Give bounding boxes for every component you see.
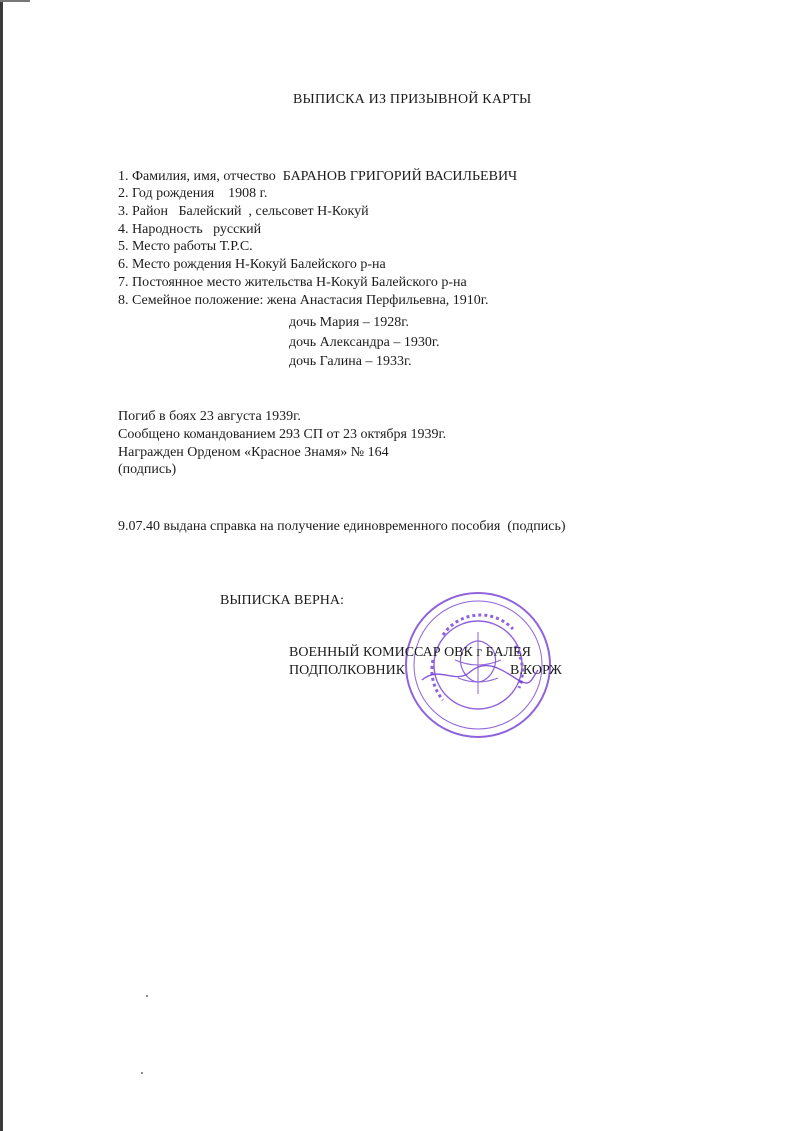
- benefit-note: 9.07.40 выдана справка на получение единовременного пособия (подпись): [118, 519, 566, 534]
- field-full-name: 1. Фамилия, имя, отчество БАРАНОВ ГРИГОРИЙ ВАСИЛЬЕВИЧ: [118, 169, 518, 184]
- scan-edge-top: [0, 0, 30, 2]
- field-residence: 7. Постоянное место жительства Н-Кокуй Балейского р-на: [118, 275, 467, 290]
- certification-label: ВЫПИСКА ВЕРНА:: [220, 593, 344, 608]
- family-member: дочь Галина – 1933г.: [289, 354, 412, 369]
- field-nationality: 4. Народность русский: [118, 222, 262, 237]
- family-member: дочь Александра – 1930г.: [289, 335, 440, 350]
- handwritten-signature: [420, 660, 540, 690]
- signature-title: ВОЕННЫЙ КОМИССАР ОВК г БАЛЕЯ: [289, 645, 531, 660]
- scan-speck: [146, 995, 148, 997]
- scan-speck: [141, 1072, 143, 1074]
- field-workplace: 5. Место работы Т.Р.С.: [118, 239, 253, 254]
- family-member: дочь Мария – 1928г.: [289, 315, 409, 330]
- field-birthplace: 6. Место рождения Н-Кокуй Балейского р-на: [118, 257, 386, 272]
- field-family-status: 8. Семейное положение: жена Анастасия Перфильевна, 1910г.: [118, 293, 489, 308]
- death-note: Погиб в боях 23 августа 1939г.: [118, 409, 301, 424]
- signature-note: (подпись): [118, 462, 177, 477]
- document-title: ВЫПИСКА ИЗ ПРИЗЫВНОЙ КАРТЫ: [293, 92, 532, 107]
- award-note: Награжден Орденом «Красное Знамя» № 164: [118, 445, 389, 460]
- field-district: 3. Район Балейский , сельсовет Н-Кокуй: [118, 204, 369, 219]
- signature-name: В.КОРЖ: [510, 663, 562, 678]
- scan-edge: [0, 0, 3, 1131]
- field-birth-year: 2. Год рождения 1908 г.: [118, 186, 268, 201]
- signature-rank: ПОДПОЛКОВНИК: [289, 663, 406, 678]
- report-note: Сообщено командованием 293 СП от 23 октября 1939г.: [118, 427, 447, 442]
